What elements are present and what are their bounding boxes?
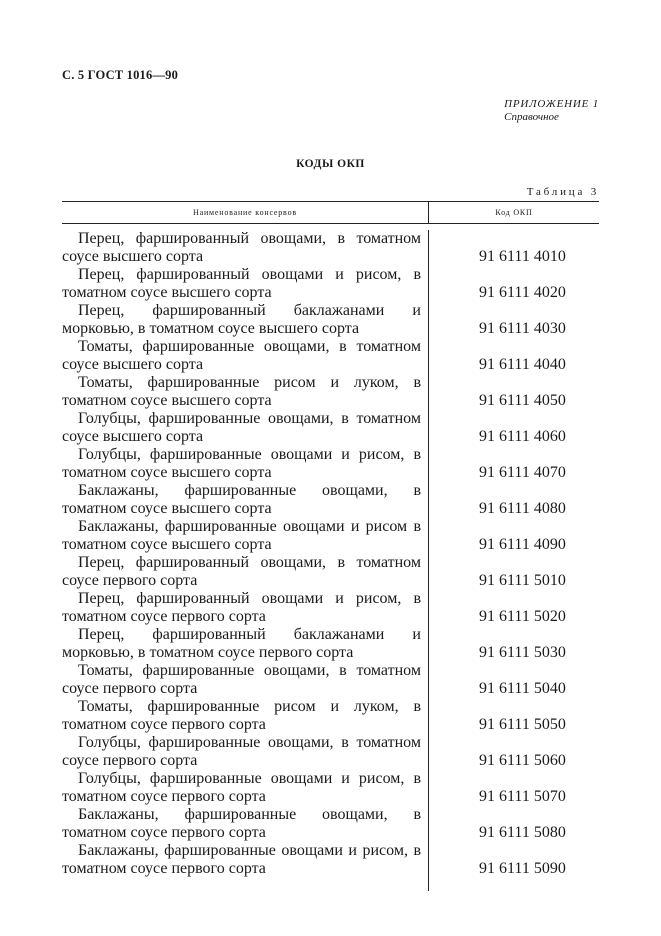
row-code: 91 6111 5030: [479, 644, 566, 661]
row-code: 91 6111 4010: [479, 248, 566, 265]
row-code: 91 6111 5090: [479, 860, 566, 877]
table-row: [62, 338, 599, 374]
row-code: 91 6111 4060: [479, 428, 566, 445]
appendix-subtitle: Справочное: [504, 111, 559, 123]
row-name: Перец, фаршированный овощами, в томатном соусе высшего сорта: [62, 230, 421, 265]
row-name: Томаты, фаршированные овощами, в томатном соусе высшего сорта: [62, 338, 421, 373]
appendix-block: [504, 98, 599, 124]
okp-codes-table: [62, 201, 599, 891]
row-code: 91 6111 4030: [479, 320, 566, 337]
table-row: [62, 734, 599, 770]
table-label: Таблица 3: [526, 186, 599, 198]
row-name: Баклажаны, фаршированные овощами, в томатном соусе высшего сорта: [62, 482, 421, 517]
row-name: Баклажаны, фаршированные овощами, в томатном соусе первого сорта: [62, 806, 421, 841]
row-name: Перец, фаршированный овощами и рисом, в томатном соусе первого сорта: [62, 590, 421, 625]
row-code: 91 6111 5080: [479, 824, 566, 841]
row-name: Перец, фаршированный баклажанами и морковью, в томатном соусе высшего сорта: [62, 302, 421, 337]
row-code: 91 6111 5040: [479, 680, 566, 697]
row-name: Голубцы, фаршированные овощами, в томатном соусе первого сорта: [62, 734, 421, 769]
table-row: [62, 230, 599, 266]
table-row: [62, 410, 599, 446]
row-code: 91 6111 5010: [479, 572, 566, 589]
table-row: [62, 554, 599, 590]
column-header-code: Код ОКП: [495, 208, 533, 217]
page-header: С. 5 ГОСТ 1016—90: [62, 68, 179, 82]
row-code: 91 6111 5050: [479, 716, 566, 733]
row-name: Перец, фаршированный овощами и рисом, в томатном соусе высшего сорта: [62, 266, 421, 301]
table-row: [62, 518, 599, 554]
document-title: КОДЫ ОКП: [296, 158, 365, 170]
appendix-title: ПРИЛОЖЕНИЕ 1: [504, 98, 599, 110]
table-row: [62, 806, 599, 842]
row-name: Баклажаны, фаршированные овощами и рисом в томатном соусе высшего сорта: [62, 518, 421, 553]
table-row: [62, 302, 599, 338]
table-row: [62, 770, 599, 806]
table-header: [62, 201, 599, 224]
column-header-name: Наименование консервов: [62, 202, 429, 223]
table-body: [62, 224, 599, 891]
table-row: [62, 374, 599, 410]
row-name: Голубцы, фаршированные овощами и рисом, в томатном соусе первого сорта: [62, 770, 421, 805]
table-row: [62, 626, 599, 662]
row-code: 91 6111 4050: [479, 392, 566, 409]
row-name: Голубцы, фаршированные овощами, в томатном соусе высшего сорта: [62, 410, 421, 445]
table-row: [62, 266, 599, 302]
row-name: Перец, фаршированный овощами, в томатном соусе первого сорта: [62, 554, 421, 589]
row-code: 91 6111 4020: [479, 284, 566, 301]
row-name: Томаты, фаршированные рисом и луком, в томатном соусе высшего сорта: [62, 374, 421, 409]
row-name: Томаты, фаршированные овощами, в томатном соусе первого сорта: [62, 662, 421, 697]
row-code: 91 6111 5070: [479, 788, 566, 805]
table-row: [62, 698, 599, 734]
row-code: 91 6111 5020: [479, 608, 566, 625]
row-name: Баклажаны, фаршированные овощами и рисом, в томатном соусе первого сорта: [62, 842, 421, 877]
row-code: 91 6111 4090: [479, 536, 566, 553]
table-row: [62, 662, 599, 698]
row-name: Голубцы, фаршированные овощами и рисом, в томатном соусе высшего сорта: [62, 446, 421, 481]
row-name: Перец, фаршированный баклажанами и морковью, в томатном соусе первого сорта: [62, 626, 421, 661]
table-row: [62, 590, 599, 626]
row-name: Томаты, фаршированные рисом и луком, в томатном соусе первого сорта: [62, 698, 421, 733]
row-code: 91 6111 4080: [479, 500, 566, 517]
table-row: [62, 482, 599, 518]
table-row: [62, 842, 599, 878]
table-row: [62, 446, 599, 482]
row-code: 91 6111 5060: [479, 752, 566, 769]
table-rows: [62, 230, 599, 878]
row-code: 91 6111 4040: [479, 356, 566, 373]
row-code: 91 6111 4070: [479, 464, 566, 481]
